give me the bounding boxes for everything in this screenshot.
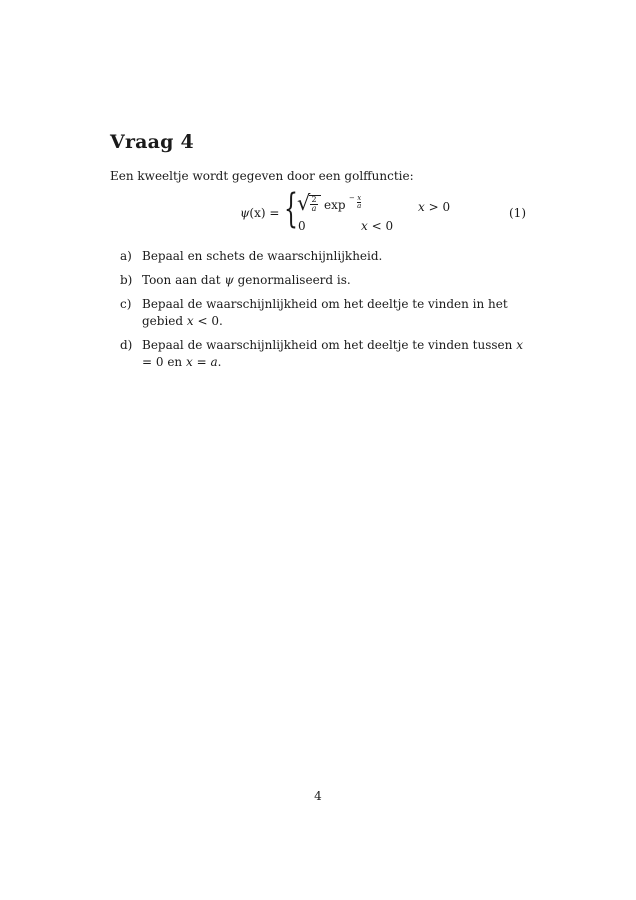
cases-brace: {: [284, 186, 298, 232]
exponent-denominator: a: [357, 202, 362, 210]
exponent-fraction: [357, 195, 361, 210]
question-heading: Vraag 4: [110, 131, 194, 153]
subquestion-c: [120, 296, 530, 330]
subquestion-label: d): [120, 338, 133, 352]
exp-function: exp: [324, 198, 346, 212]
subquestion-b: [120, 272, 530, 289]
fraction-denominator: a: [311, 204, 317, 213]
subquestion-math: ψ: [224, 273, 234, 287]
subquestion-list: [120, 248, 530, 378]
equation-case-negative-value: 0: [298, 219, 306, 233]
subquestion-math: x: [516, 338, 523, 352]
equation-case-positive: [297, 193, 467, 215]
condition-var: x: [361, 219, 368, 233]
fraction-numerator: 2: [311, 195, 317, 204]
exponent-numerator: x: [357, 194, 362, 202]
subquestion-text: Bepaal de waarschijnlijkheid om het deeltje te vinden tussen: [142, 338, 517, 352]
subquestion-text: genormaliseerd is.: [233, 273, 351, 287]
wavefunction-equation: [240, 186, 530, 239]
condition-rest: > 0: [424, 200, 451, 214]
subquestion-a: [120, 248, 530, 265]
condition-positive: [418, 200, 450, 214]
condition-var: x: [418, 200, 425, 214]
subquestion-text: Bepaal de waarschijnlijkheid om het deeltje te vinden in het gebied: [142, 297, 508, 328]
subquestion-text: = 0 en: [142, 355, 186, 369]
subquestion-d: [120, 337, 530, 371]
subquestion-label: a): [120, 249, 132, 263]
page-number: 4: [314, 789, 322, 803]
subquestion-math: x: [185, 355, 193, 369]
equation-lhs: [240, 206, 279, 220]
subquestion-math: x: [186, 314, 194, 328]
subquestion-label: c): [120, 297, 132, 311]
condition-rest: < 0: [367, 219, 394, 233]
sqrt-symbol: √: [297, 191, 311, 215]
subquestion-text: < 0.: [193, 314, 223, 328]
subquestion-text: =: [192, 355, 211, 369]
lhs-argument: (x) =: [249, 206, 280, 220]
subquestion-text: Bepaal en schets de waarschijnlijkheid.: [142, 249, 383, 263]
condition-negative: [361, 219, 393, 233]
question-intro: Een kweeltje wordt gegeven door een golffunctie:: [110, 169, 414, 183]
subquestion-text: .: [217, 355, 222, 369]
psi-symbol: ψ: [240, 206, 250, 220]
subquestion-text: Toon aan dat: [142, 273, 225, 287]
exponent-sign: −: [349, 194, 355, 202]
subquestion-label: b): [120, 273, 133, 287]
equation-number: (1): [509, 206, 526, 220]
sqrt-fraction: [310, 196, 318, 213]
exp-exponent: [349, 195, 361, 210]
subquestion-math: a: [210, 355, 218, 369]
